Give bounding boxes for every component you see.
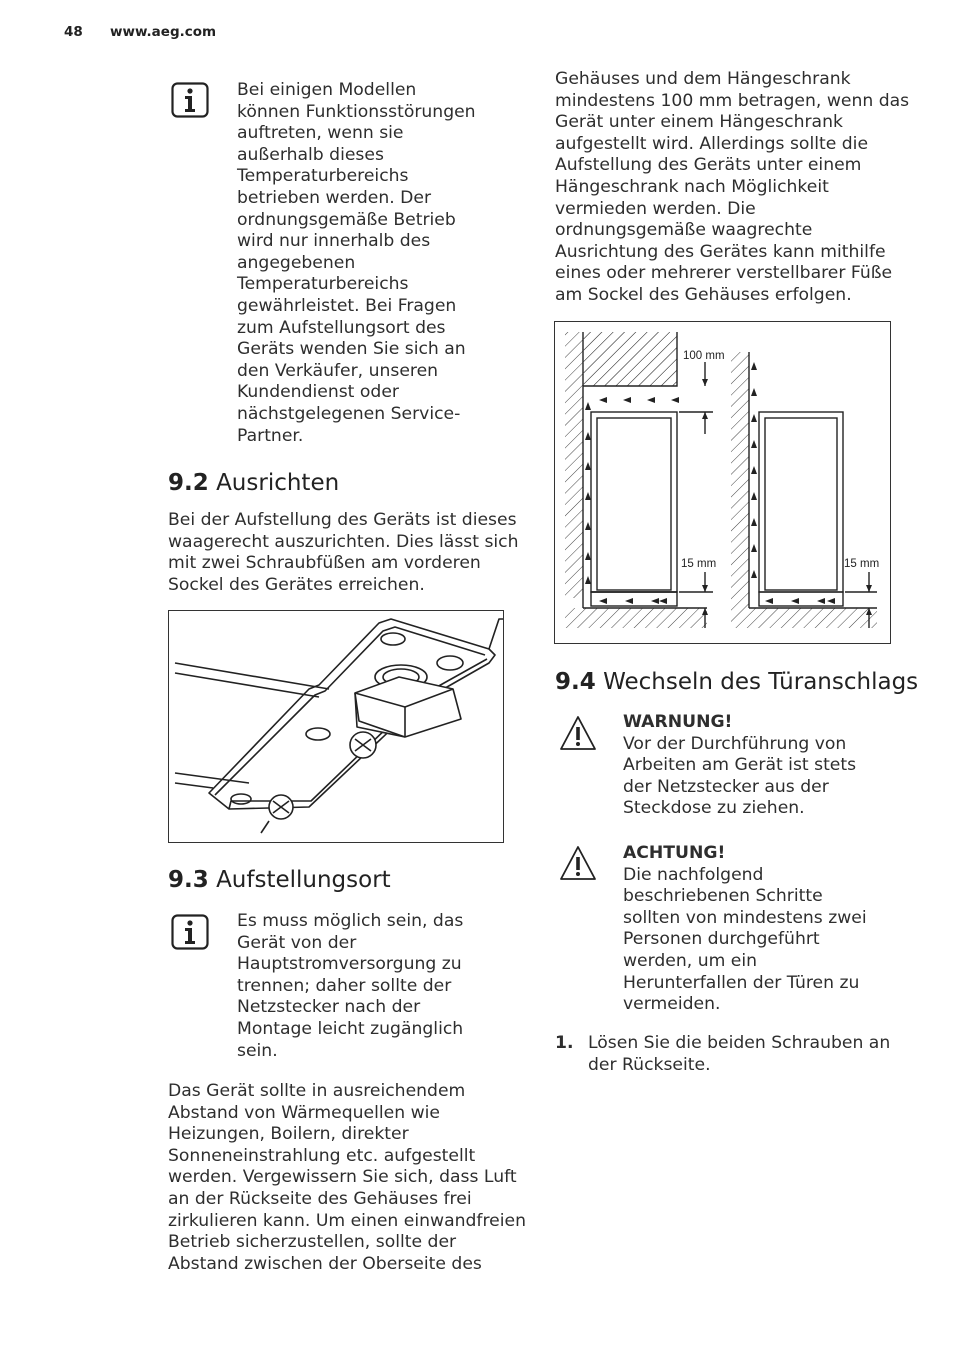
section-title: Aufstellungsort: [216, 867, 391, 893]
step-number: 1.: [555, 1033, 574, 1053]
text-line: Sockel des Gerätes erreichen.: [168, 574, 425, 595]
leveling-foot-figure: [168, 610, 504, 843]
text-line: eines oder mehrerer verstellbarer Füße: [555, 263, 893, 284]
text-line: zirkulieren kann. Um einen einwandfreien: [168, 1210, 526, 1231]
info-note-2-text: [237, 911, 497, 1062]
text-line: Bei einigen Modellen: [237, 80, 417, 100]
warning-title: WARNUNG!: [623, 712, 733, 732]
text-line: vermieden werden. Die: [555, 198, 756, 219]
text-line: auftreten, wenn sie: [237, 123, 404, 144]
text-line: Vor der Durchführung von: [623, 733, 847, 754]
warning-icon: [558, 844, 598, 886]
section-heading-9-4: [555, 669, 918, 695]
text-line: vermeiden.: [623, 994, 721, 1015]
dimension-label-bottom-right: 15 mm: [844, 558, 880, 570]
section-number: 9.3: [168, 867, 209, 893]
text-line: Hauptstromversorgung zu: [237, 954, 462, 975]
text-line: aufgestellt wird. Allerdings sollte die: [555, 133, 869, 154]
text-line: Gerät von der: [237, 932, 357, 953]
text-line: Abstand von Wärmequellen wie: [168, 1102, 440, 1123]
website-url: www.aeg.com: [110, 24, 217, 40]
text-line: Abstand zwischen der Oberseite des: [168, 1253, 482, 1274]
text-line: den Verkäufer, unseren: [237, 360, 439, 381]
text-line: Steckdose zu ziehen.: [623, 798, 805, 819]
dimension-label-bottom-left: 15 mm: [681, 558, 717, 570]
section-title: Ausrichten: [216, 470, 340, 496]
text-line: am Sockel des Gehäuses erfolgen.: [555, 284, 852, 305]
text-line: mindestens 100 mm betragen, wenn das: [555, 90, 910, 111]
section-9-3-body: [168, 1081, 528, 1275]
text-line: der Rückseite.: [588, 1054, 711, 1075]
section-title: Wechseln des Türanschlags: [603, 669, 919, 695]
text-line: zum Aufstellungsort des: [237, 317, 446, 338]
text-line: Das Gerät sollte in ausreichendem: [168, 1081, 466, 1101]
info-icon: [171, 82, 209, 122]
text-line: wird nur innerhalb des: [237, 231, 431, 252]
text-line: Temperaturbereichs: [237, 274, 409, 295]
section-9-3-continued: [555, 69, 925, 307]
text-line: mit zwei Schraubfüßen am vorderen: [168, 553, 481, 574]
text-line: Bei der Aufstellung des Geräts ist dieses: [168, 510, 517, 530]
text-line: Lösen Sie die beiden Schrauben an: [588, 1033, 891, 1053]
text-line: Hängeschrank nach Möglichkeit: [555, 176, 829, 197]
text-line: Montage leicht zugänglich: [237, 1018, 464, 1039]
text-line: werden. Vergewissern Sie sich, dass Luft: [168, 1167, 517, 1188]
text-line: angegebenen: [237, 252, 356, 273]
info-icon: [171, 914, 209, 954]
text-line: an der Rückseite des Gehäuses frei: [168, 1188, 472, 1209]
dimension-label-top: 100 mm: [683, 350, 725, 362]
warning-block: [623, 712, 883, 820]
warning-icon: [558, 714, 598, 756]
text-line: Sonneneinstrahlung etc. aufgestellt: [168, 1145, 476, 1166]
section-number: 9.4: [555, 669, 596, 695]
text-line: Gehäuses und dem Hängeschrank: [555, 69, 851, 89]
text-line: sein.: [237, 1040, 278, 1061]
page-number: 48: [64, 24, 83, 40]
section-9-2-body: [168, 510, 528, 596]
text-line: Partner.: [237, 425, 304, 446]
text-line: Ausrichtung des Gerätes kann mithilfe: [555, 241, 886, 262]
step-text: [588, 1033, 908, 1076]
text-line: Kundendienst oder: [237, 382, 399, 403]
text-line: können Funktionsstörungen: [237, 101, 476, 122]
caution-title: ACHTUNG!: [623, 843, 726, 863]
section-heading-9-3: [168, 867, 391, 893]
text-line: Die nachfolgend: [623, 864, 764, 885]
text-line: ordnungsgemäße waagrechte: [555, 220, 813, 241]
text-line: Netzstecker nach der: [237, 997, 421, 1018]
text-line: Arbeiten am Gerät ist stets: [623, 755, 857, 776]
text-line: Betrieb sicherzustellen, sollte der: [168, 1232, 457, 1253]
clearance-figure: [554, 321, 891, 644]
text-line: beschriebenen Schritte: [623, 886, 823, 907]
section-heading-9-2: [168, 470, 339, 496]
text-line: der Netzstecker aus der: [623, 776, 829, 797]
text-line: sollten von mindestens zwei: [623, 907, 867, 928]
text-line: betrieben werden. Der: [237, 187, 432, 208]
text-line: waagerecht auszurichten. Dies lässt sich: [168, 531, 519, 552]
info-note-1-text: [237, 80, 497, 447]
text-line: Temperaturbereichs: [237, 166, 409, 187]
text-line: ordnungsgemäße Betrieb: [237, 209, 456, 230]
text-line: trennen; daher sollte der: [237, 975, 452, 996]
section-number: 9.2: [168, 470, 209, 496]
text-line: gewährleistet. Bei Fragen: [237, 295, 457, 316]
text-line: Gerät unter einem Hängeschrank: [555, 112, 843, 133]
caution-block: [623, 843, 893, 1016]
text-line: Geräts wenden Sie sich an: [237, 339, 466, 360]
text-line: Personen durchgeführt: [623, 929, 820, 950]
text-line: außerhalb dieses: [237, 144, 384, 165]
text-line: Heizungen, Boilern, direkter: [168, 1124, 409, 1145]
text-line: werden, um ein: [623, 950, 758, 971]
text-line: Aufstellung des Geräts unter einem: [555, 155, 862, 176]
text-line: nächstgelegenen Service-: [237, 403, 461, 424]
text-line: Herunterfallen der Türen zu: [623, 972, 860, 993]
text-line: Es muss möglich sein, das: [237, 911, 464, 931]
